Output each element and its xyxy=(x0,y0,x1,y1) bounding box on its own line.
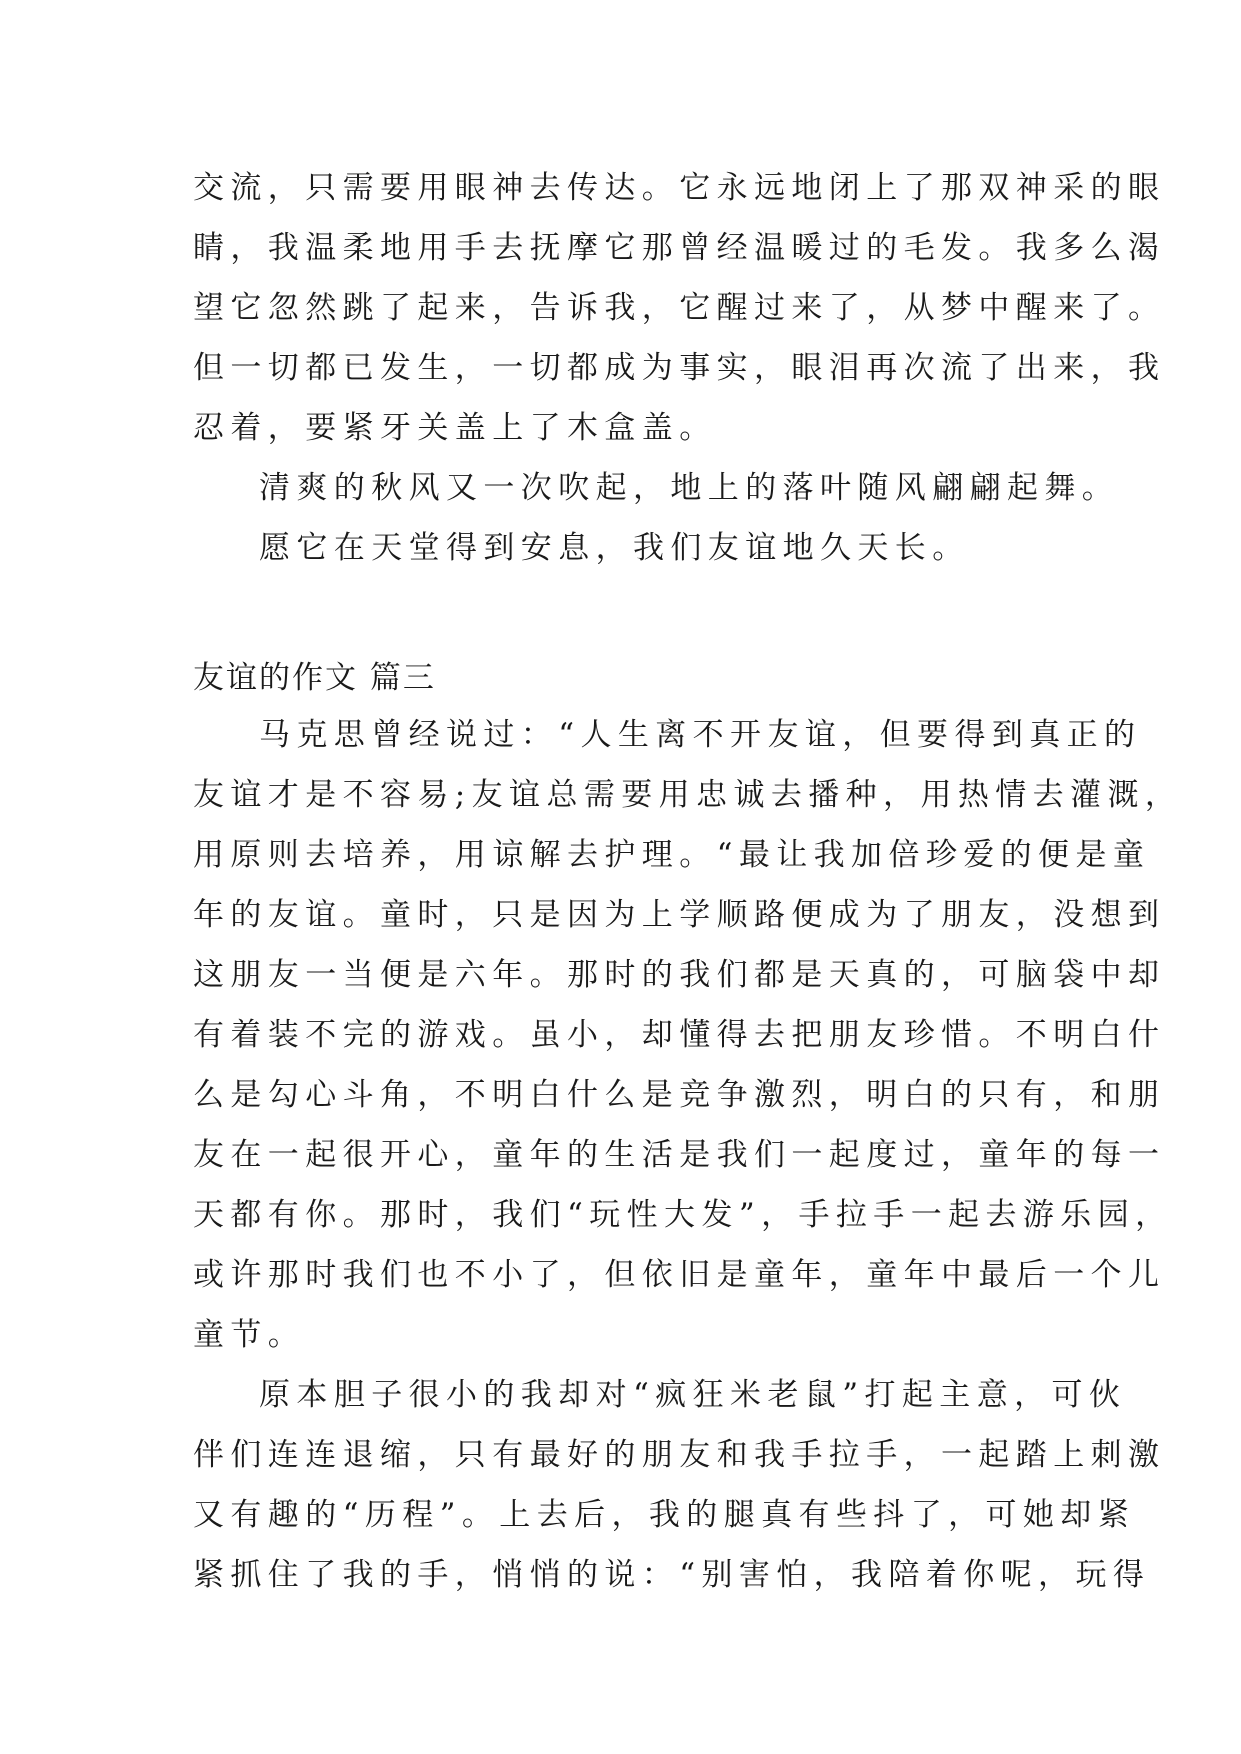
text-line: 又有趣的“历程”。上去后，我的腿真有些抖了，可她却紧 xyxy=(193,1497,1136,1533)
section-gap xyxy=(193,578,1073,651)
paragraph-crazy-mouse xyxy=(193,1365,1166,1605)
section-heading: 友谊的作文 篇三 xyxy=(193,660,436,696)
document-body xyxy=(193,158,1183,1605)
paragraph-marx-quote xyxy=(193,705,1183,1365)
text-line: 或许那时我们也不小了，但依旧是童年，童年中最后一个儿 xyxy=(193,1257,1166,1293)
text-line: 友在一起很开心，童年的生活是我们一起度过，童年的每一 xyxy=(193,1137,1166,1173)
text-line: 原本胆子很小的我却对“疯狂米老鼠”打起主意，可伙 xyxy=(259,1377,1127,1413)
text-line: 交流，只需要用眼神去传达。它永远地闭上了那双神采的眼 xyxy=(193,170,1166,206)
text-line: 这朋友一当便是六年。那时的我们都是天真的，可脑袋中却 xyxy=(193,957,1166,993)
paragraph-continued xyxy=(193,158,1166,458)
text-line: 马克思曾经说过：“人生离不开友谊，但要得到真正的 xyxy=(259,717,1142,753)
text-line: 年的友谊。童时，只是因为上学顺路便成为了朋友，没想到 xyxy=(193,897,1166,933)
text-line: 伴们连连退缩，只有最好的朋友和我手拉手，一起踏上刺激 xyxy=(193,1437,1166,1473)
text-line: 望它忽然跳了起来，告诉我，它醒过来了，从梦中醒来了。 xyxy=(193,290,1166,326)
paragraph-wish: 愿它在天堂得到安息，我们友谊地久天长。 xyxy=(259,530,970,566)
text-line: 有着装不完的游戏。虽小，却懂得去把朋友珍惜。不明白什 xyxy=(193,1017,1166,1053)
text-line: 友谊才是不容易;友谊总需要用忠诚去播种，用热情去灌溉， xyxy=(193,777,1183,813)
paragraph-autumn-wind: 清爽的秋风又一次吹起，地上的落叶随风翩翩起舞。 xyxy=(259,470,1120,506)
text-line: 睛，我温柔地用手去抚摩它那曾经温暖过的毛发。我多么渴 xyxy=(193,230,1166,266)
text-line: 用原则去培养，用谅解去护理。“最让我加倍珍爱的便是童 xyxy=(193,837,1151,873)
text-line: 天都有你。那时，我们“玩性大发”，手拉手一起去游乐园， xyxy=(193,1197,1173,1233)
text-line: 童节。 xyxy=(193,1317,306,1353)
text-line: 紧抓住了我的手，悄悄的说：“别害怕，我陪着你呢，玩得 xyxy=(193,1557,1151,1593)
text-line: 但一切都已发生，一切都成为事实，眼泪再次流了出来，我 xyxy=(193,350,1166,386)
text-line: 忍着，要紧牙关盖上了木盒盖。 xyxy=(193,410,717,446)
text-line: 么是勾心斗角，不明白什么是竞争激烈，明白的只有，和朋 xyxy=(193,1077,1166,1113)
